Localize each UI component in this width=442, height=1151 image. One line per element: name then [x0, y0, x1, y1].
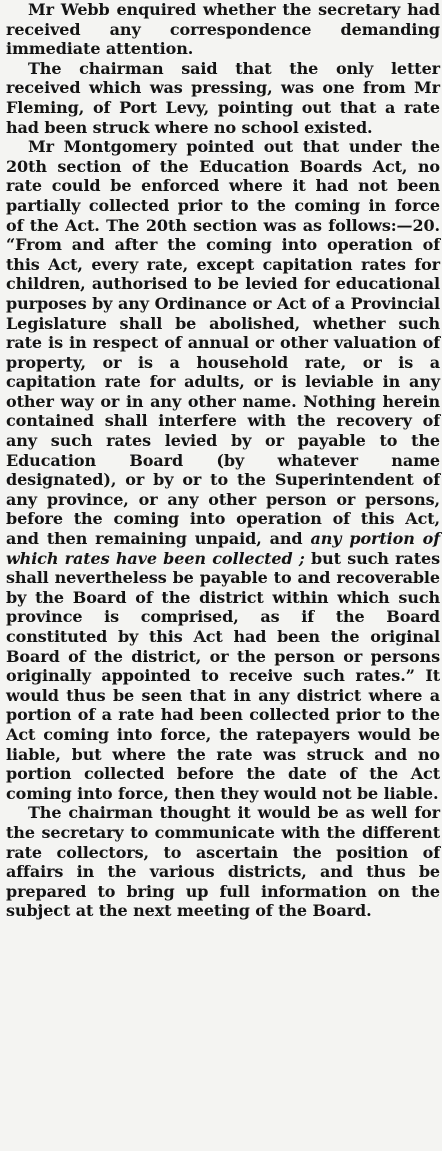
- paragraph-webb-enquiry: [6, 0, 440, 59]
- italic-emphasis: any portion of which rates have been collected ;: [6, 529, 441, 568]
- paragraph-text: Mr Webb enquired whether the secretary had received any correspondence demanding immediate attention.: [6, 0, 440, 59]
- paragraph-montgomery-section-20: [6, 137, 440, 803]
- paragraph-text: The chairman thought it would be as well for the secretary to communicate with the different rate collectors, to ascertain the position of affairs in the various districts, and thus be prepared to bring up full information on the subject at the next meeting of the Board.: [6, 803, 440, 921]
- paragraph-text: but such rates shall nevertheless be payable to and recoverable by the Board of the district within which such province is comprised, as if the Board constituted by this Act had been the original Board of the district, or the person or persons originally appointed to receive such rates.” It would thus be seen that in any district where a portion of a rate had been collected prior to the Act coming into force, the ratepayers would be liable, but where the rate was struck and no portion collected before the date of the Act coming into force, then they would not be liable.: [6, 548, 440, 803]
- paragraph-chairman-suggestion: [6, 803, 440, 921]
- paragraph-text: Mr Montgomery pointed out that under the 20th section of the Education Boards Act, no rate could be enforced where it had not been partially collected prior to the coming in force of the Act. The 20th section was as follows:—20. “From and after the coming into operation of this Act, every rate, except capitation rates for children, authorised to be levied for educational purposes by any Ordinance or Act of a Provincial Legislature shall be abolished, whether such rate is in respect of annual or other valuation of property, or is a household rate, or is a capitation rate for adults, or is leviable in any other way or in any other name. Nothing herein contained shall interfere with the recovery of any such rates levied by or payable to the Education Board (by whatever name designated), or by or to the Superintendent of any province, or any other person or persons, before the coming into operation of this Act, and then remaining unpaid, and: [6, 137, 440, 549]
- paragraph-chairman-reply: [6, 59, 440, 137]
- paragraph-text: The chairman said that the only letter received which was pressing, was one from Mr Fleming, of Port Levy, pointing out that a rate had been struck where no school existed.: [6, 58, 440, 137]
